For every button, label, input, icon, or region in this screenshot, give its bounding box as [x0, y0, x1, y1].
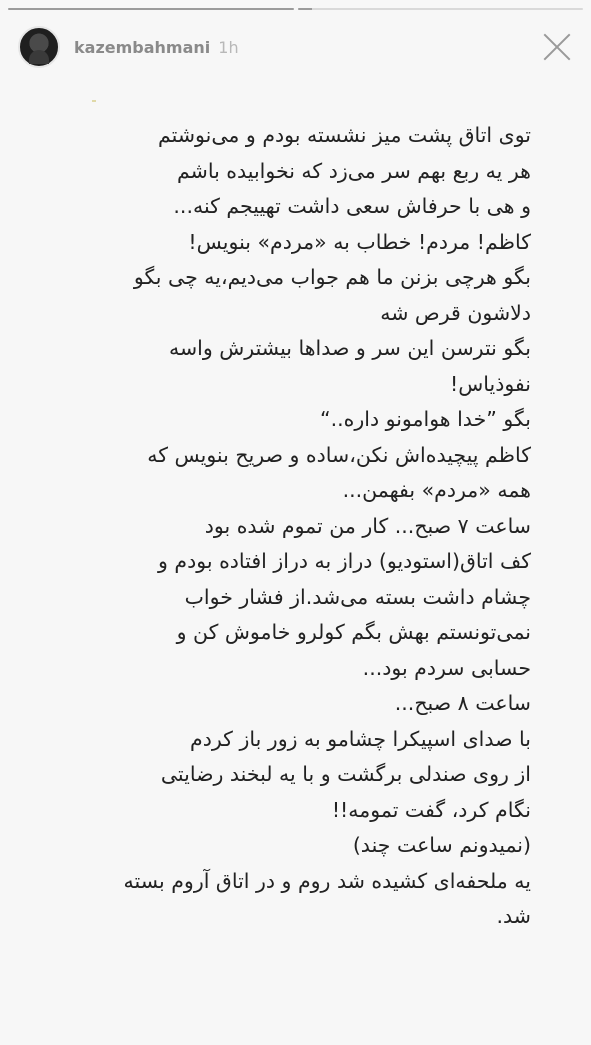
story-line: کف اتاق(استودیو) دراز به دراز افتاده بودم و	[158, 549, 531, 573]
story-line: همه «مردم» بفهمن...	[342, 478, 531, 502]
story-line: شد.	[496, 904, 531, 928]
decorative-mark	[92, 100, 96, 102]
story-line: دلاشون قرص شه	[380, 300, 531, 325]
story-line: حسابی سردم بود...	[362, 655, 531, 680]
story-line: نمی‌تونستم بهش بگم کولرو خاموش کن و	[176, 620, 531, 644]
story-line: یه ملحفه‌ای کشیده شد روم و در اتاق آروم بسته	[123, 868, 531, 893]
story-line: از روی صندلی برگشت و با یه لبخند رضایتی	[160, 762, 531, 786]
story-line: با صدای اسپیکرا چشامو به زور باز کردم	[190, 726, 531, 751]
story-line: توی اتاق پشت میز نشسته بودم و می‌نوشتم	[158, 123, 531, 147]
story-line: کاظم! مردم! خطاب به «مردم» بنویس!	[188, 229, 531, 254]
story-line: ساعت ۷ صبح... کار من تموم شده بود	[204, 513, 531, 538]
story-progress-bar	[8, 8, 583, 10]
avatar[interactable]	[18, 26, 60, 68]
close-icon[interactable]	[541, 31, 573, 63]
story-line: هر یه ربع بهم سر می‌زد که نخوابیده باشم	[177, 158, 531, 183]
story-line: بگو ”خدا هوامونو داره..“	[320, 407, 531, 431]
story-line: نفوذیاس!	[450, 371, 531, 396]
story-line: کاظم پیچیده‌اش نکن،ساده و صریح بنویس که	[147, 442, 531, 467]
post-time: 1h	[218, 37, 239, 57]
story-line: بگو نترسن این سر و صداها بیشترش واسه	[169, 336, 531, 360]
story-line: بگو هرچی بزنن ما هم جواب می‌دیم،یه چی بگو	[133, 265, 531, 289]
username[interactable]: kazembahmani	[74, 37, 211, 57]
story-line: چشام داشت بسته می‌شد.از فشار خواب	[184, 584, 531, 609]
progress-segment	[298, 8, 584, 10]
story-line: (نمیدونم ساعت چند)	[352, 833, 531, 857]
story-text	[70, 118, 531, 935]
progress-segment	[8, 8, 294, 10]
story-line: نگام کرد، گفت تمومه!!	[331, 797, 531, 822]
story-line: ساعت ۸ صبح...	[394, 691, 531, 715]
story-header	[18, 26, 573, 68]
story-line: و هی با حرفاش سعی داشت تهییجم کنه...	[173, 194, 531, 218]
